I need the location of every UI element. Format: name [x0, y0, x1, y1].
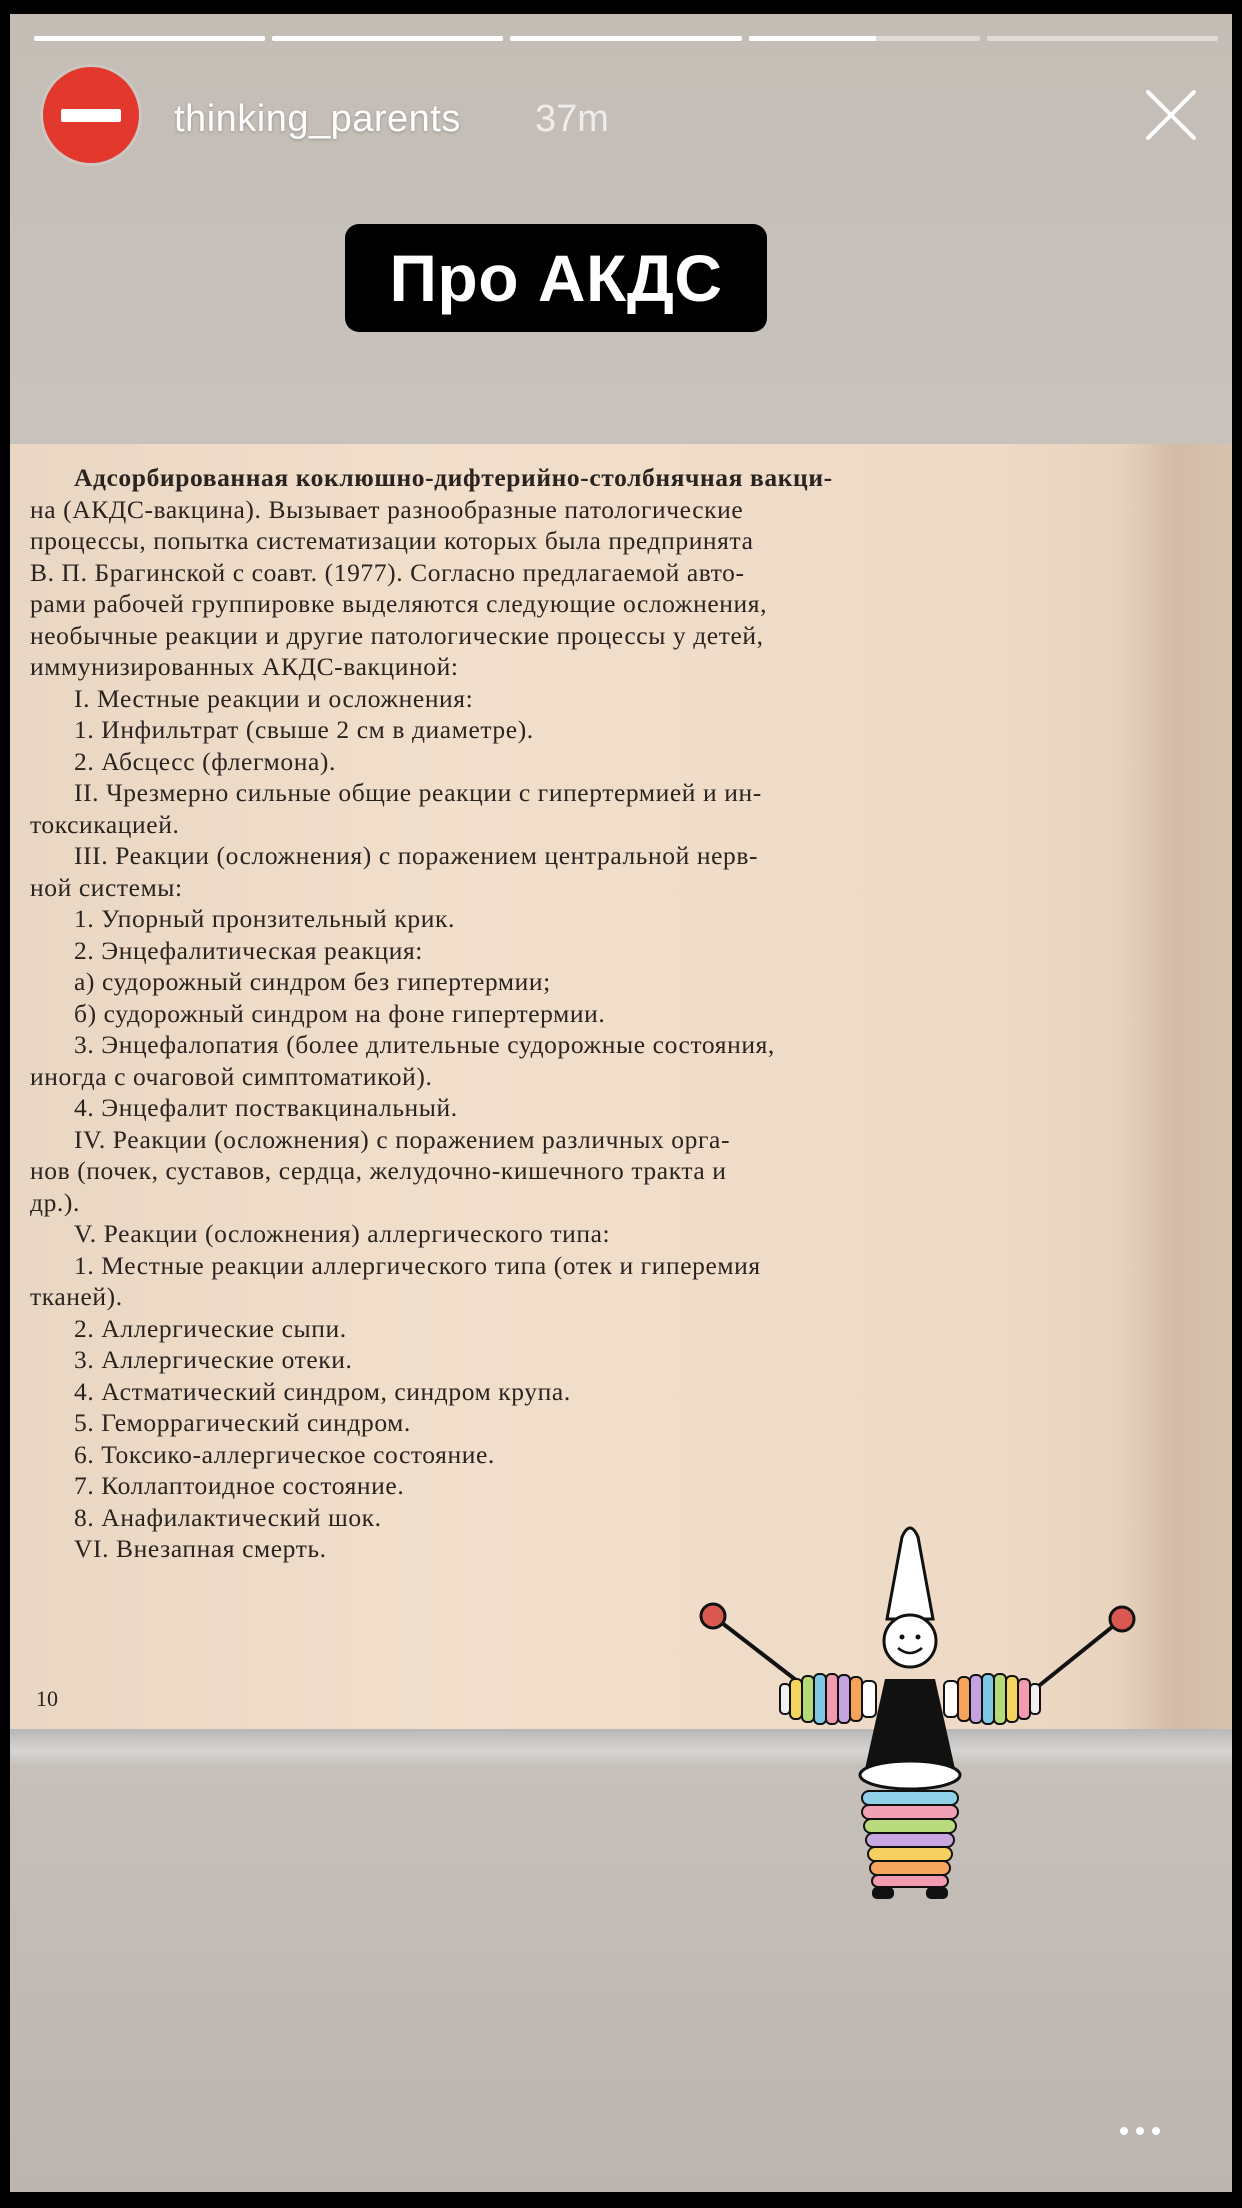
no-entry-icon [61, 109, 121, 122]
page-text-line: 2. Аллергические сыпи. [74, 1313, 347, 1343]
progress-fill-2 [272, 36, 503, 41]
page-text-line: 6. Токсико-аллергическое состояние. [74, 1439, 495, 1469]
page-text-line: 1. Местные реакции аллергического типа (отек и гиперемия [74, 1250, 761, 1280]
page-text-line: IV. Реакции (осложнения) с поражением различных орга- [74, 1124, 731, 1154]
progress-segment-3 [510, 36, 741, 41]
page-text-line: 4. Энцефалит поствакцинальный. [74, 1093, 458, 1122]
progress-segment-2 [272, 36, 503, 41]
page-text-line: б) судорожный синдром на фоне гипертермии. [74, 998, 606, 1028]
username[interactable]: thinking_parents [174, 98, 461, 140]
page-text-line: III. Реакции (осложнения) с поражением центральной нерв- [74, 841, 759, 870]
page-text-line: 1. Инфильтрат (свыше 2 см в диаметре). [74, 715, 534, 744]
page-text-line: 3. Энцефалопатия (более длительные судорожные состояния, [74, 1030, 775, 1059]
page-text-line: токсикацией. [30, 809, 180, 839]
page-text-line: Адсорбированная коклюшно-дифтерийно-столбнячная вакци- [74, 463, 833, 492]
progress-segment-5 [987, 36, 1218, 41]
progress-segment-4 [749, 36, 980, 41]
page-text-line: V. Реакции (осложнения) аллергического типа: [74, 1219, 611, 1248]
progress-segment-1 [34, 36, 265, 41]
page-text-line: 3. Аллергические отеки. [74, 1345, 353, 1374]
story-viewer[interactable] [10, 14, 1232, 2192]
page-text-line: др.). [30, 1187, 80, 1217]
page-text-line: на (АКДС-вакцина). Вызывает разнообразные патологические [30, 494, 744, 524]
page-text-line: тканей). [30, 1282, 123, 1311]
page-text-line: В. П. Брагинской с соавт. (1977). Согласно предлагаемой авто- [30, 557, 745, 587]
page-text-line: нов (почек, суставов, сердца, желудочно-кишечного тракта и [30, 1156, 727, 1185]
page-text-line: 8. Анафилактический шок. [74, 1502, 382, 1532]
page-text-line: 2. Абсцесс (флегмона). [74, 746, 336, 776]
page-text-line: 2. Энцефалитическая реакция: [74, 935, 423, 965]
page-text-line: а) судорожный синдром без гипертермии; [74, 967, 551, 996]
page-text-line: ной системы: [30, 872, 183, 902]
page-text-line: необычные реакции и другие патологические процессы у детей, [30, 620, 764, 650]
page-text-line: I. Местные реакции и осложнения: [74, 683, 474, 713]
page-text-line: 4. Астматический синдром, синдром крупа. [74, 1376, 571, 1406]
progress-fill-3 [510, 36, 741, 41]
book-page-text [30, 462, 1070, 1565]
progress-fill-4 [749, 36, 876, 41]
close-icon[interactable] [1142, 86, 1200, 144]
more-dot [1120, 2127, 1128, 2135]
story-title: Про АКДС [389, 241, 723, 315]
page-text-line: 5. Геморрагический синдром. [74, 1408, 411, 1437]
post-time: 37m [535, 98, 609, 140]
progress-fill-1 [34, 36, 265, 41]
page-text-line: процессы, попытка систематизации которых была предпринята [30, 526, 754, 555]
title-sticker [345, 224, 767, 332]
page-text-line: иммунизированных АКДС-вакциной: [30, 652, 459, 681]
page-text-line: рами рабочей группировке выделяются следующие осложнения, [30, 589, 768, 618]
page-text-line: VI. Внезапная смерть. [74, 1534, 327, 1563]
page-text-line: II. Чрезмерно сильные общие реакции с гипертермией и ин- [74, 778, 762, 807]
more-options-icon[interactable] [1120, 2119, 1180, 2143]
accordion-clown-sticker [690, 1519, 1140, 1909]
profile-avatar[interactable] [43, 67, 139, 163]
page-text-line: 7. Коллаптоидное состояние. [74, 1471, 405, 1500]
more-dot [1136, 2127, 1144, 2135]
story-progress-bar [34, 36, 1218, 41]
more-dot [1152, 2127, 1160, 2135]
page-text-line: 1. Упорный пронзительный крик. [74, 904, 455, 933]
page-number: 10 [36, 1686, 58, 1711]
page-text-line: иногда с очаговой симптоматикой). [30, 1061, 433, 1091]
